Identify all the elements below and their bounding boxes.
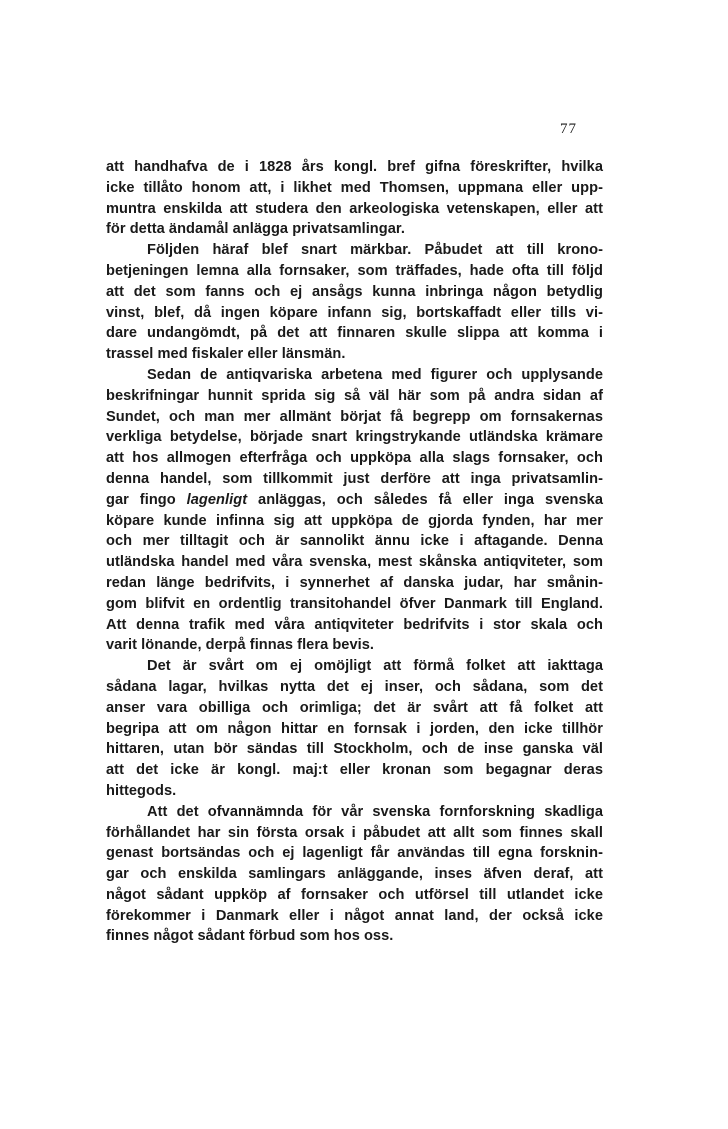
text-line: Det är svårt om ej omöjligt att förmå folket att iakttaga [147,658,603,675]
text-line: gom blifvit en ordentlig transitohandel öfver Danmark till England. [106,595,603,612]
text-line: förhållandet har sin första orsak i påbudet att allt som finnes skall [106,824,603,841]
text-line: att hos allmogen efterfråga och uppköpa alla slags fornsaker, och [106,450,603,467]
text-line: genast bortsändas och ej lagenligt får användas till egna forsknin- [106,845,603,862]
text-line: sådana lagar, hvilkas nytta det ej inser, och sådana, som det [106,678,603,695]
text-line: utländska handel med våra svenska, mest skånska antiqviteter, som [106,554,603,571]
paragraph [106,365,603,656]
text-line: hittegods. [106,782,177,799]
text-line: begripa att om någon hittar en fornsak i jorden, den icke tillhör [106,720,603,737]
text-line: gar fingo lagenligt anläggas, och således få eller inga svenska [106,491,603,508]
text-line: något sådant uppköp af fornsaker och utförsel till utlandet icke [106,886,603,903]
text-line: finnes något sådant förbud som hos oss. [106,928,394,945]
text-line: verkliga betydelse, började snart kringstrykande utländska krämare [106,429,603,446]
text-line: vinst, blef, då ingen köpare infann sig, bortskaffadt eller tills vi- [106,304,603,321]
text-line: att det icke är kongl. maj:t eller kronan som begagnar deras [106,762,603,779]
body-text [106,157,603,947]
text-line: att handhafva de i 1828 års kongl. bref gifna föreskrifter, hvilka [106,159,603,175]
paragraph [106,157,603,240]
text-line: Sedan de antiqvariska arbetena med figurer och upplysande [147,366,603,383]
text-line: muntra enskilda att studera den arkeologiska vetenskapen, eller att [106,200,603,217]
text-line: Följden häraf blef snart märkbar. Påbudet att till krono- [147,242,603,259]
text-line: trassel med fiskaler eller länsmän. [106,346,346,363]
paragraph [106,240,603,365]
text-line: beskrifningar hunnit sprida sig så väl här som på andra sidan af [106,387,603,404]
text-line: att det som fanns och ej ansågs kunna inbringa någon betydlig [106,283,603,300]
text-line: betjeningen lemna alla fornsaker, som träffades, hade ofta till följd [106,262,603,279]
text-line: hittaren, utan bör sändas till Stockholm, och de inse ganska väl [106,741,603,758]
text-line: Att denna trafik med våra antiqviteter bedrifvits i stor skala och [106,616,603,633]
text-line: denna handel, som tillkommit just derföre att inga privatsamlin- [106,470,603,487]
paragraph [106,802,603,948]
paragraph [106,656,603,802]
text-line: köpare kunde infinna sig att uppköpa de gjorda fynden, har mer [106,512,603,529]
text-line: redan länge bedrifvits, i synnerhet af danska judar, har smånin- [106,574,603,591]
text-line: för detta ändamål anlägga privatsamlingar. [106,221,405,238]
text-line: och mer tilltagit och är sannolikt ännu icke i aftagande. Denna [106,533,603,550]
text-line: dare undangömdt, på det att finnaren skulle slippa att komma i [106,325,603,342]
page-number: 77 [560,121,577,137]
text-line: Att det ofvannämnda för vår svenska fornforskning skadliga [147,803,603,820]
text-line: anser vara obilliga och orimliga; det är svårt att få folket att [106,699,603,716]
text-line: varit lönande, derpå finnas flera bevis. [106,637,375,654]
text-line: icke tillåto honom att, i likhet med Thomsen, uppmana eller upp- [106,179,603,196]
text-line: förekommer i Danmark eller i något annat land, der också icke [106,907,603,924]
text-line: gar och enskilda samlingars anläggande, inses äfven deraf, att [106,866,603,883]
text-line: Sundet, och man mer allmänt börjat få begrepp om fornsakernas [106,408,603,425]
